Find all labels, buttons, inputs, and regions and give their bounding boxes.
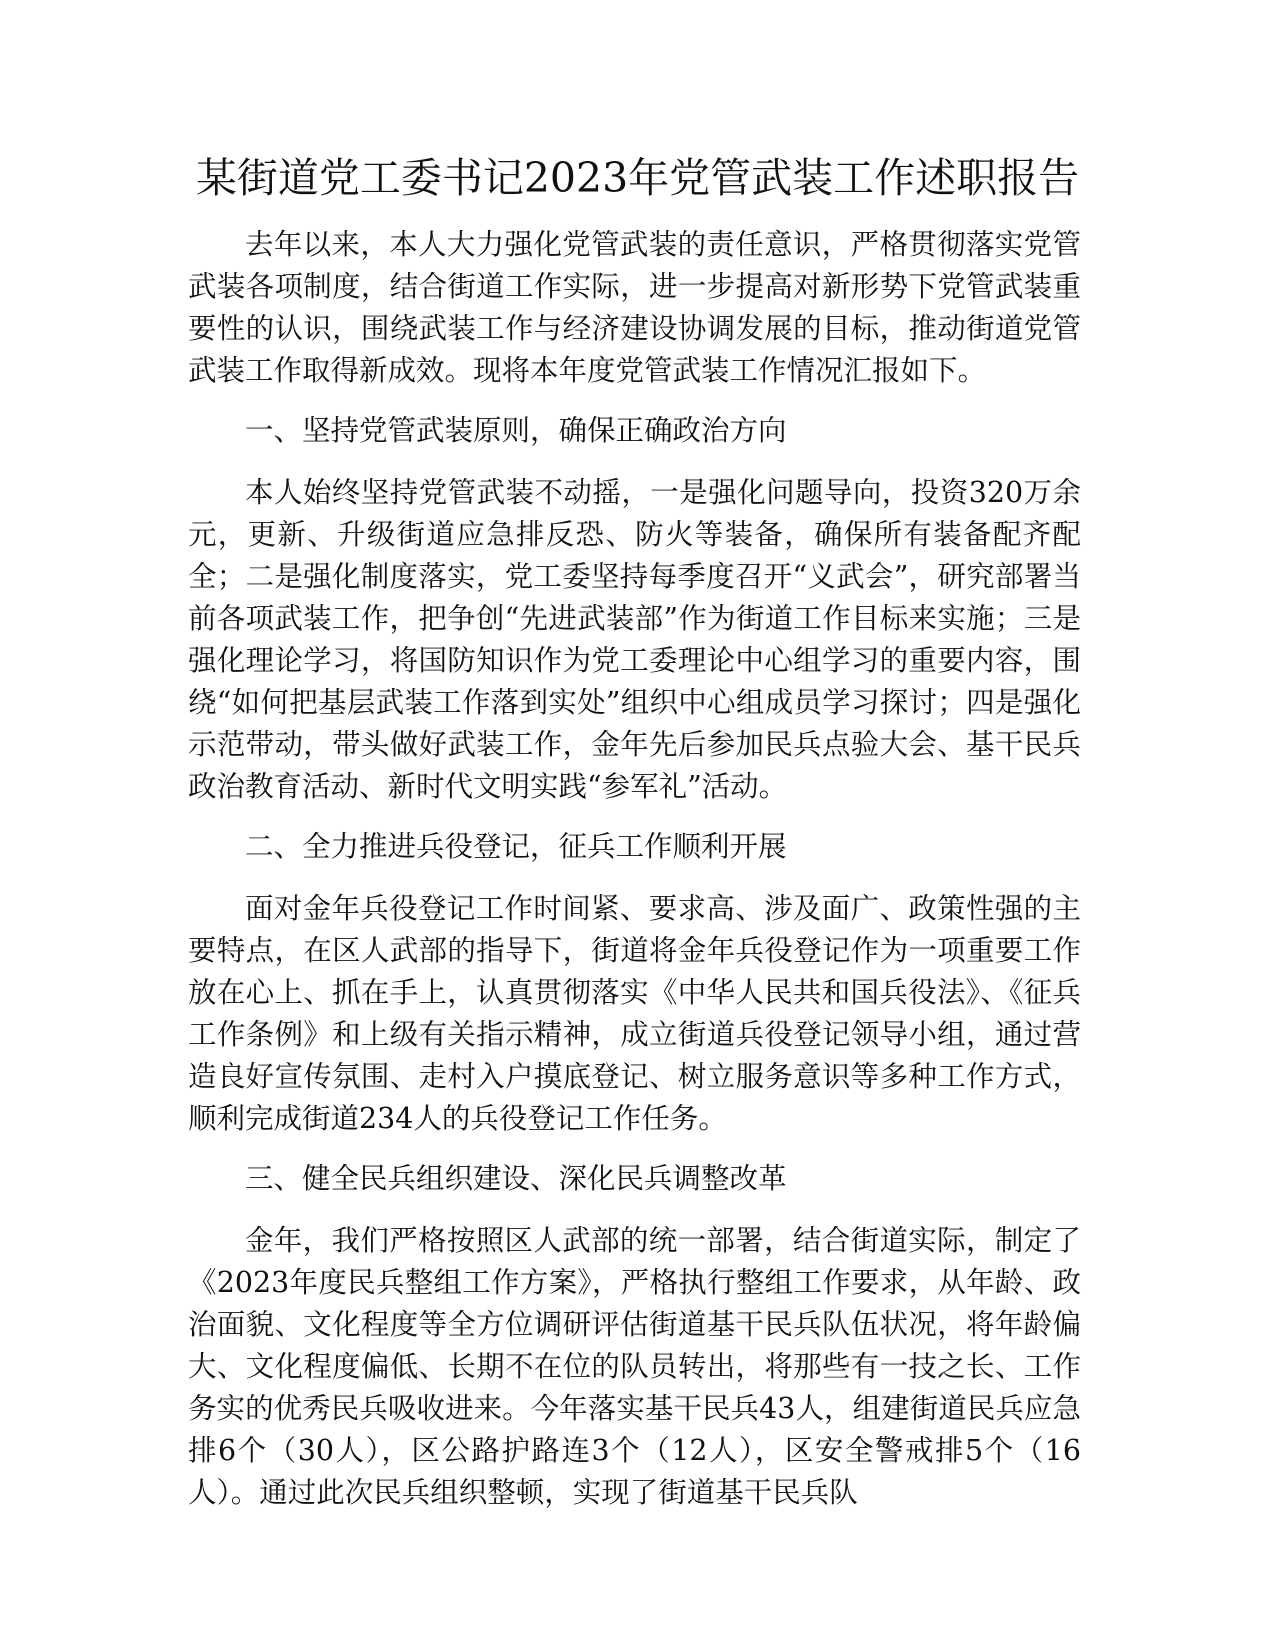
document-title: 某街道党工委书记2023年党管武装工作述职报告	[195, 154, 1080, 202]
section-body-1: 本人始终坚持党管武装不动摇，一是强化问题导向，投资320万余元，更新、升级街道应急排反恐、防火等装备，确保所有装备配齐配全；二是强化制度落实，党工委坚持每季度召开“义武会”，研究部署当前各项武装工作，把争创“先进武装部”作为街道工作目标来实施；三是强化理论学习，将国防知识作为党工委理论中心组学习的重要内容，围绕“如何把基层武装工作落到实处”组织中心组成员学习探讨；四是强化示范带动，带头做好武装工作，金年先后参加民兵点验大会、基干民兵政治教育活动、新时代文明实践“参军礼”活动。	[188, 476, 1081, 803]
intro-paragraph: 去年以来，本人大力强化党管武装的责任意识，严格贯彻落实党管武装各项制度，结合街道工作实际，进一步提高对新形势下党管武装重要性的认识，围绕武装工作与经济建设协调发展的目标，推动街道党管武装工作取得新成效。现将本年度党管武装工作情况汇报如下。	[188, 228, 1081, 387]
section-body-3: 金年，我们严格按照区人武部的统一部署，结合街道实际，制定了《2023年度民兵整组工作方案》，严格执行整组工作要求，从年龄、政治面貌、文化程度等全方位调研评估街道基干民兵队伍状况，将年龄偏大、文化程度偏低、长期不在位的队员转出，将那些有一技之长、工作务实的优秀民兵吸收进来。今年落实基干民兵43人，组建街道民兵应急排6个（30人），区公路护路连3个（12人），区安全警戒排5个（16人）。通过此次民兵组织整顿，实现了街道基干民兵队	[188, 1224, 1081, 1509]
section-heading-3: 三、健全民兵组织建设、深化民兵调整改革	[245, 1162, 787, 1195]
section-heading-1: 一、坚持党管武装原则，确保正确政治方向	[245, 414, 787, 447]
document-body	[188, 224, 1081, 1514]
section-body-2: 面对金年兵役登记工作时间紧、要求高、涉及面广、政策性强的主要特点，在区人武部的指导下，街道将金年兵役登记作为一项重要工作放在心上、抓在手上，认真贯彻落实《中华人民共和国兵役法》、《征兵工作条例》和上级有关指示精神，成立街道兵役登记领导小组，通过营造良好宣传氛围、走村入户摸底登记、树立服务意识等多种工作方式，顺利完成街道234人的兵役登记工作任务。	[188, 892, 1081, 1135]
section-heading-2: 二、全力推进兵役登记，征兵工作顺利开展	[245, 830, 787, 863]
